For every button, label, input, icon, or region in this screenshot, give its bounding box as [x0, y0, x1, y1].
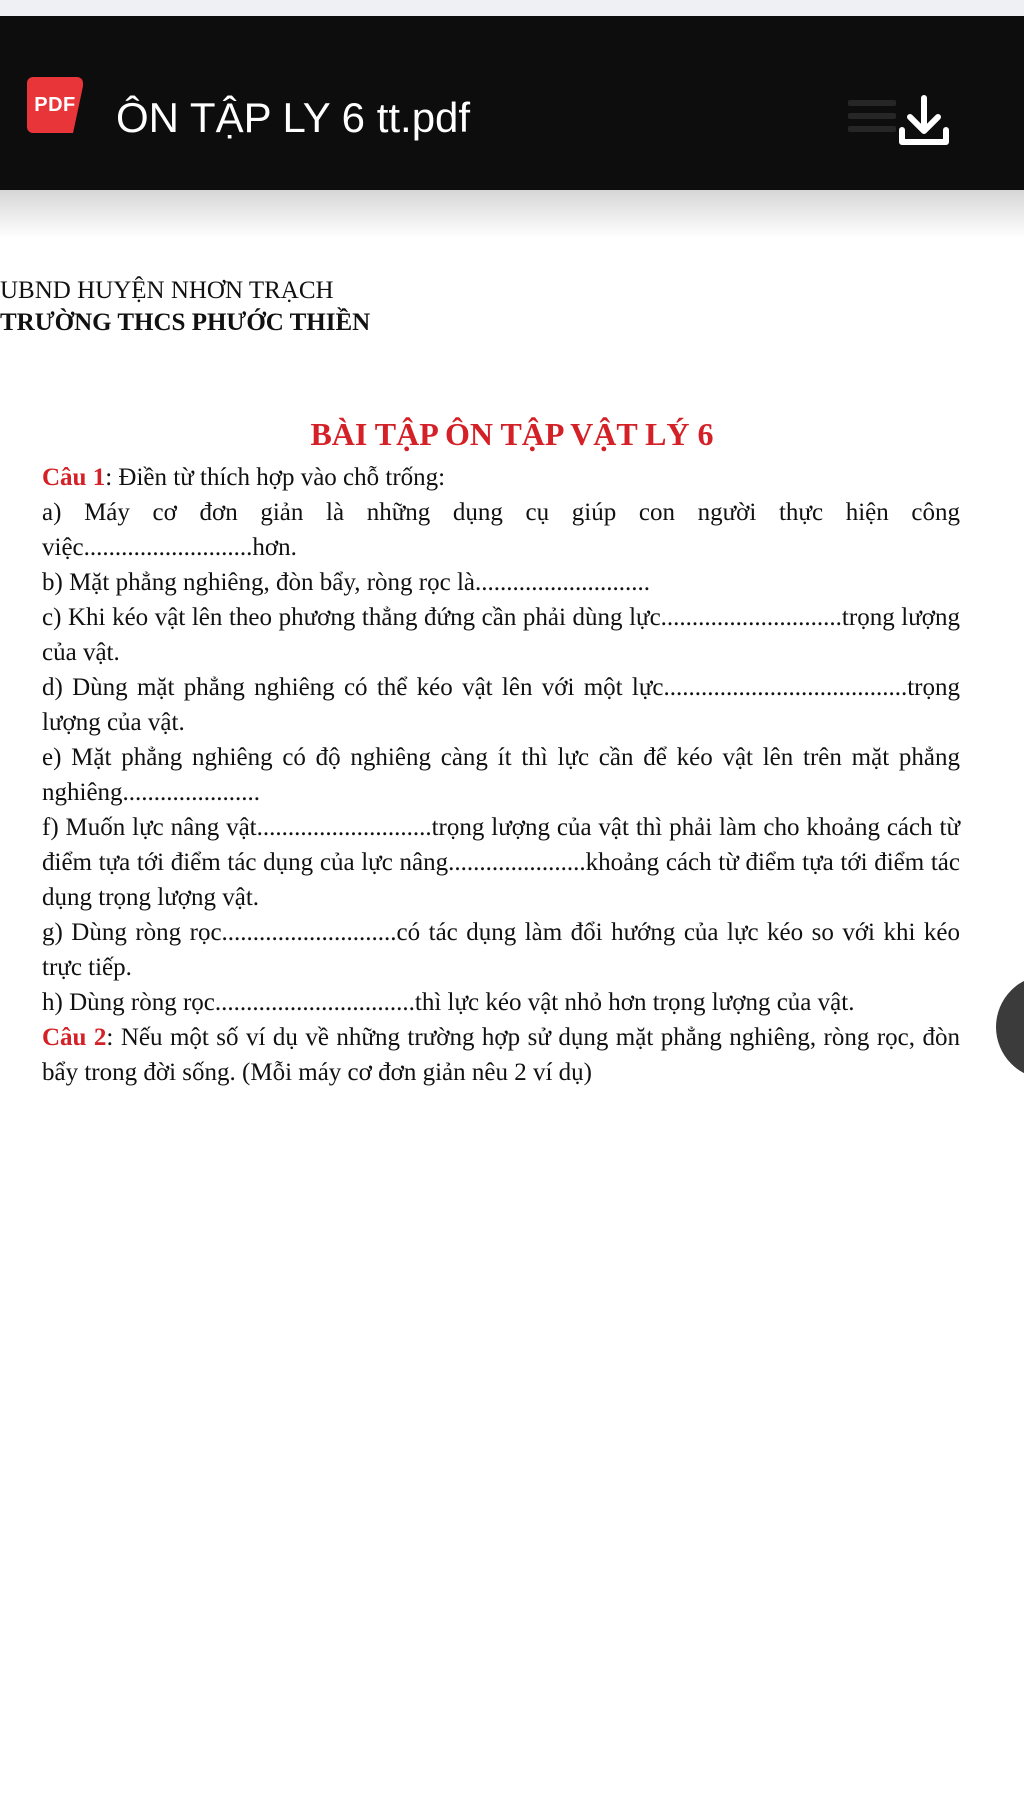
question-2-label: Câu 2 [42, 1024, 107, 1051]
file-name-title: ÔN TẬP LY 6 tt.pdf [116, 94, 471, 141]
list-icon[interactable] [848, 100, 896, 140]
item-c: c) Khi kéo vật lên theo phương thẳng đứng cần phải dùng lực.............................trọng lượng của vật. [42, 604, 960, 666]
pdf-file-icon [27, 77, 83, 133]
question-2-text: : Nếu một số ví dụ về những trường hợp sử dụng mặt phẳng nghiêng, ròng rọc, đòn bẩy trong đời sống. (Mỗi máy cơ đơn giản nêu 2 ví dụ) [42, 1024, 960, 1086]
item-e: e) Mặt phẳng nghiêng có độ nghiêng càng ít thì lực cần để kéo vật lên trên mặt phẳng nghiêng...................... [42, 744, 960, 806]
item-h: h) Dùng ròng rọc................................thì lực kéo vật nhỏ hơn trọng lượng của vật. [42, 989, 855, 1016]
item-f: f) Muốn lực nâng vật............................trọng lượng của vật thì phải làm cho khoảng cách từ điểm tựa tới điểm tác dụng của lực nâng......................khoảng cách từ điểm tựa tới điểm tác dụng trọng lượng vật. [42, 814, 960, 911]
item-d: d) Dùng mặt phẳng nghiêng có thể kéo vật lên với một lực.......................................trọng lượng của vật. [42, 674, 960, 736]
download-icon[interactable] [896, 92, 952, 152]
item-g: g) Dùng ròng rọc............................có tác dụng làm đổi hướng của lực kéo so với khi kéo trực tiếp. [42, 919, 960, 981]
top-app-bar [0, 16, 1024, 190]
worksheet-body [42, 460, 960, 1090]
worksheet-title: BÀI TẬP ÔN TẬP VẬT LÝ 6 [310, 416, 714, 452]
pdf-page[interactable] [0, 238, 1024, 1820]
org-school: TRƯỜNG THCS PHƯỚC THIỀN [0, 309, 371, 336]
question-1-label: Câu 1 [42, 464, 106, 491]
org-district: UBND HUYỆN NHƠN TRẠCH [0, 277, 334, 304]
question-1-text: : Điền từ thích hợp vào chỗ trống: [105, 464, 446, 491]
item-b: b) Mặt phẳng nghiêng, đòn bẩy, ròng rọc là............................ [42, 569, 650, 596]
item-a: a) Máy cơ đơn giản là những dụng cụ giúp con người thực hiện công việc...........................hơn. [42, 499, 960, 561]
question-2 [42, 1020, 960, 1090]
pdf-icon-fold [73, 77, 95, 133]
toolbar-shadow [0, 190, 1024, 238]
question-1 [42, 460, 960, 495]
status-strip [0, 0, 1024, 16]
pdf-badge-label: PDF [34, 94, 76, 116]
